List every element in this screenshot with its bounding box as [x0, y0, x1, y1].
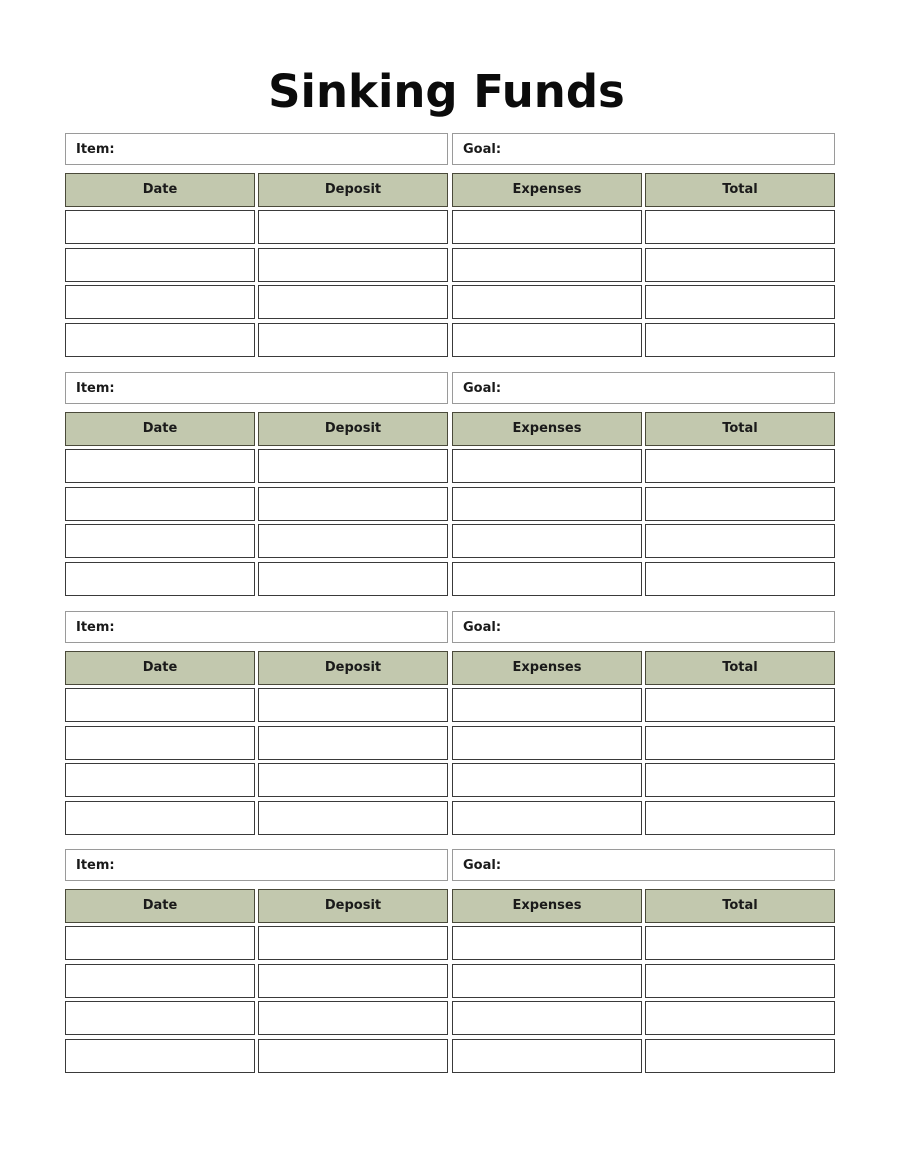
- date-cell[interactable]: [65, 285, 255, 319]
- date-cell[interactable]: [65, 688, 255, 722]
- deposit-cell[interactable]: [258, 285, 448, 319]
- expenses-cell[interactable]: [452, 323, 642, 357]
- deposit-cell[interactable]: [258, 323, 448, 357]
- expenses-cell[interactable]: [452, 726, 642, 760]
- column-header-deposit: Deposit: [258, 412, 448, 446]
- deposit-cell[interactable]: [258, 964, 448, 998]
- total-cell[interactable]: [645, 449, 835, 483]
- total-cell[interactable]: [645, 1001, 835, 1035]
- expenses-cell[interactable]: [452, 562, 642, 596]
- total-cell[interactable]: [645, 487, 835, 521]
- column-header-expenses: Expenses: [452, 173, 642, 207]
- deposit-cell[interactable]: [258, 210, 448, 244]
- fund-block: [65, 611, 835, 835]
- fund-block: [65, 849, 835, 1073]
- page-title: Sinking Funds: [268, 65, 625, 118]
- column-header-date: Date: [65, 412, 255, 446]
- total-cell[interactable]: [645, 801, 835, 835]
- deposit-cell[interactable]: [258, 248, 448, 282]
- deposit-cell[interactable]: [258, 726, 448, 760]
- goal-field[interactable]: [452, 133, 835, 165]
- date-cell[interactable]: [65, 726, 255, 760]
- expenses-cell[interactable]: [452, 1001, 642, 1035]
- total-cell[interactable]: [645, 524, 835, 558]
- column-header-deposit: Deposit: [258, 889, 448, 923]
- item-field[interactable]: [65, 849, 448, 881]
- item-field[interactable]: [65, 372, 448, 404]
- deposit-cell[interactable]: [258, 1001, 448, 1035]
- column-header-date: Date: [65, 173, 255, 207]
- deposit-cell[interactable]: [258, 524, 448, 558]
- goal-field[interactable]: [452, 372, 835, 404]
- date-cell[interactable]: [65, 487, 255, 521]
- column-header-expenses: Expenses: [452, 412, 642, 446]
- date-cell[interactable]: [65, 926, 255, 960]
- fund-block: [65, 372, 835, 596]
- deposit-cell[interactable]: [258, 562, 448, 596]
- goal-label: Goal:: [463, 620, 502, 635]
- expenses-cell[interactable]: [452, 524, 642, 558]
- total-cell[interactable]: [645, 1039, 835, 1073]
- deposit-cell[interactable]: [258, 487, 448, 521]
- expenses-cell[interactable]: [452, 688, 642, 722]
- goal-field[interactable]: [452, 849, 835, 881]
- goal-label: Goal:: [463, 142, 502, 157]
- date-cell[interactable]: [65, 524, 255, 558]
- deposit-cell[interactable]: [258, 449, 448, 483]
- expenses-cell[interactable]: [452, 1039, 642, 1073]
- deposit-cell[interactable]: [258, 926, 448, 960]
- column-header-deposit: Deposit: [258, 173, 448, 207]
- goal-field[interactable]: [452, 611, 835, 643]
- total-cell[interactable]: [645, 285, 835, 319]
- column-header-expenses: Expenses: [452, 651, 642, 685]
- expenses-cell[interactable]: [452, 248, 642, 282]
- column-header-total: Total: [645, 889, 835, 923]
- date-cell[interactable]: [65, 1039, 255, 1073]
- total-cell[interactable]: [645, 763, 835, 797]
- date-cell[interactable]: [65, 210, 255, 244]
- total-cell[interactable]: [645, 726, 835, 760]
- expenses-cell[interactable]: [452, 285, 642, 319]
- item-label: Item:: [76, 142, 115, 157]
- item-field[interactable]: [65, 611, 448, 643]
- date-cell[interactable]: [65, 449, 255, 483]
- deposit-cell[interactable]: [258, 688, 448, 722]
- item-label: Item:: [76, 620, 115, 635]
- date-cell[interactable]: [65, 562, 255, 596]
- date-cell[interactable]: [65, 323, 255, 357]
- column-header-total: Total: [645, 651, 835, 685]
- column-header-total: Total: [645, 173, 835, 207]
- total-cell[interactable]: [645, 562, 835, 596]
- date-cell[interactable]: [65, 964, 255, 998]
- total-cell[interactable]: [645, 323, 835, 357]
- expenses-cell[interactable]: [452, 926, 642, 960]
- expenses-cell[interactable]: [452, 449, 642, 483]
- item-label: Item:: [76, 858, 115, 873]
- total-cell[interactable]: [645, 926, 835, 960]
- total-cell[interactable]: [645, 964, 835, 998]
- deposit-cell[interactable]: [258, 1039, 448, 1073]
- expenses-cell[interactable]: [452, 964, 642, 998]
- item-label: Item:: [76, 381, 115, 396]
- column-header-date: Date: [65, 889, 255, 923]
- expenses-cell[interactable]: [452, 763, 642, 797]
- date-cell[interactable]: [65, 1001, 255, 1035]
- total-cell[interactable]: [645, 248, 835, 282]
- column-header-expenses: Expenses: [452, 889, 642, 923]
- deposit-cell[interactable]: [258, 763, 448, 797]
- column-header-deposit: Deposit: [258, 651, 448, 685]
- item-field[interactable]: [65, 133, 448, 165]
- fund-block: [65, 133, 835, 357]
- date-cell[interactable]: [65, 763, 255, 797]
- expenses-cell[interactable]: [452, 210, 642, 244]
- date-cell[interactable]: [65, 248, 255, 282]
- expenses-cell[interactable]: [452, 801, 642, 835]
- goal-label: Goal:: [463, 381, 502, 396]
- column-header-total: Total: [645, 412, 835, 446]
- date-cell[interactable]: [65, 801, 255, 835]
- deposit-cell[interactable]: [258, 801, 448, 835]
- column-header-date: Date: [65, 651, 255, 685]
- total-cell[interactable]: [645, 688, 835, 722]
- goal-label: Goal:: [463, 858, 502, 873]
- expenses-cell[interactable]: [452, 487, 642, 521]
- total-cell[interactable]: [645, 210, 835, 244]
